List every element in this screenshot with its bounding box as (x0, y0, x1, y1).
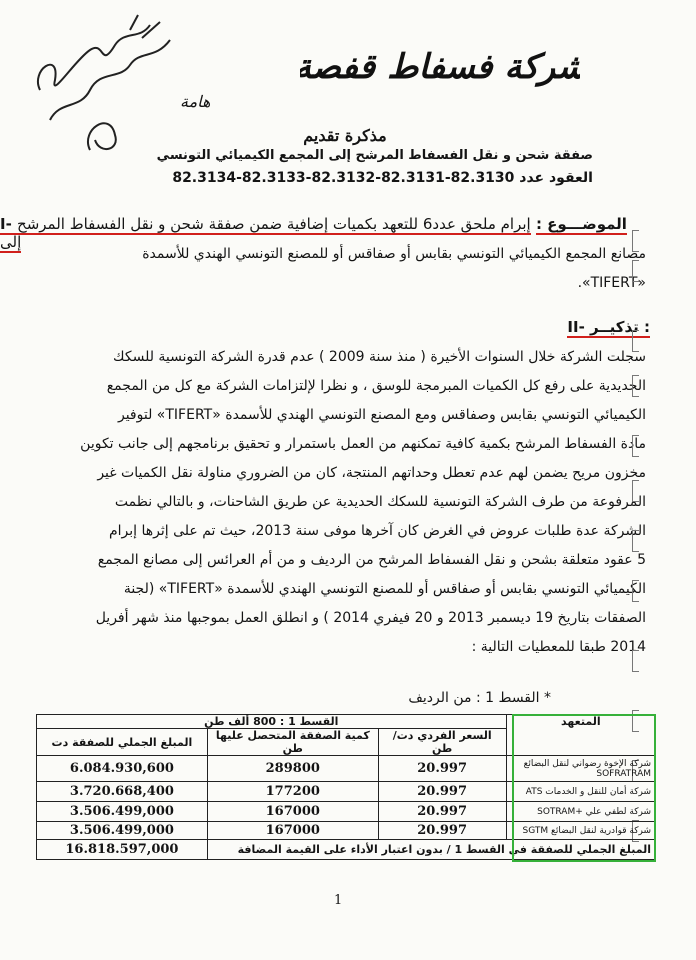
section-2-line: الحديدية على رفع كل الكميات المبرمجة للوسق ، و نظرا لإلتزامات الشركة مع كل من المجمع (106, 378, 646, 394)
section-2-line: الكيميائي التونسي بقابس وصفاقس ومع المصنع التونسي الهندي للأسمدة «TIFERT» لتوفير (117, 407, 646, 423)
contract-numbers: العقود عدد 82.3130-82.3131-82.3132-82.3133-82.3134 (172, 170, 593, 186)
row-contractor: شركة الإخوة رضواني لنقل البضائع SOFRATRAM (506, 756, 655, 782)
section-2-line: الصفقات بتاريخ 19 ديسمبر 2013 و 20 فيفري 2014 ) و انطلق العمل بموجبها منذ شهر أفريل (95, 610, 646, 626)
row-quantity: 177200 (207, 782, 378, 802)
col-total: المبلغ الجملي للصفقة دت (37, 729, 208, 756)
row-price: 20.997 (378, 782, 506, 802)
section-1-line-3: «TIFERT». (577, 275, 646, 291)
row-total: 3.506.499,000 (37, 822, 208, 840)
row-price: 20.997 (378, 802, 506, 822)
footer-label: المبلغ الجملي للصفقة في القسط 1 / بدون اعتبار الأداء على القيمة المضافة (207, 840, 655, 860)
svg-text:شركة فسفاط قفصة: شركة فسفاط قفصة (300, 47, 580, 87)
section-1-line-1: إبرام ملحق عدد6 للتعهد بكميات إضافية ضمن صفقة شحن و نقل الفسفاط المرشح إلى (0, 215, 531, 251)
handwritten-annotation (20, 10, 200, 160)
col-unit-price: السعر الفردي دت/طن (378, 729, 506, 756)
section-2-body (51, 343, 646, 662)
section-2-line: 2014 طبقا للمعطيات التالية : (471, 639, 646, 655)
table-row (37, 802, 656, 822)
section-2-line: سجلت الشركة خلال السنوات الأخيرة ( منذ سنة 2009 ) عدم قدرة الشركة التونسية للسكك (113, 349, 646, 365)
contracts-table (36, 714, 656, 860)
table-header-row (37, 715, 656, 729)
row-quantity: 289800 (207, 756, 378, 782)
section-2-label: II- تذكيــر : (567, 318, 650, 336)
row-quantity: 167000 (207, 802, 378, 822)
row-contractor: شركة أمان للنقل و الخدمات ATS (506, 782, 655, 802)
row-price: 20.997 (378, 756, 506, 782)
col-contractor: المتعهد (506, 715, 655, 756)
row-contractor: شركة لطفي علي +SOTRAM (506, 802, 655, 822)
table-row (37, 756, 656, 782)
section-2-line: مادة الفسفاط المرشح بكمية كافية تمكنهم من العمل باستمرار و تحقيق برنامجهم إلى جانب تكوين (80, 436, 646, 452)
row-price: 20.997 (378, 822, 506, 840)
row-total: 3.506.499,000 (37, 802, 208, 822)
footer-total: 16.818.597,000 (37, 840, 208, 860)
table-footer-row (37, 840, 656, 860)
row-total: 6.084.930,600 (37, 756, 208, 782)
col-quantity: كمية الصفقة المتحصل عليها طن (207, 729, 378, 756)
memo-subtitle: صفقة شحن و نقل الفسفاط المرشح إلى المجمع الكيميائي التونسي (156, 148, 593, 163)
row-quantity: 167000 (207, 822, 378, 840)
page-number: 1 (334, 893, 343, 908)
section-1-body (51, 240, 646, 298)
section-2-line: 5 عقود متعلقة بشحن و نقل الفسفاط المرشح من الرديف و من أم العرائس إلى مصانع المجمع (97, 552, 646, 568)
section-2-line: الشركة عدة طلبات عروض في الغرض كان آخرها موفى سنة 2013، حيث تم على إثرها إبرام (108, 523, 646, 539)
section-1-line-2: مصانع المجمع الكيميائي التونسي بقابس أو صفاقس أو للمصنع التونسي الهندي للأسمدة (142, 246, 646, 262)
table-row (37, 782, 656, 802)
handwritten-note: هامة (180, 92, 211, 111)
section-2-line: مخزون مريح يضمن لهم عدم تعطل وحداتهم المنتجة، كان من الضروري مناولة نقل الكميات غير (97, 465, 646, 481)
tranche-label: * القسط 1 : من الرديف (408, 690, 551, 706)
section-2-line: المرفوعة من طرف الشركة التونسية للسكك الحديدية عن طريق الشاحنات، و بالتالي نظمت (114, 494, 646, 510)
memo-title: مذكرة تقديم (303, 126, 387, 145)
section-2-line: الكيميائي التونسي بقابس أو صفاقس أو للمصنع التونسي الهندي للأسمدة «TIFERT» (لجنة (123, 581, 646, 597)
table-row (37, 822, 656, 840)
company-logo (300, 30, 580, 100)
row-total: 3.720.668,400 (37, 782, 208, 802)
row-contractor: شركة قوادرية لنقل البضائع SGTM (506, 822, 655, 840)
table-header-main: القسط 1 : 800 ألف طن (37, 715, 507, 729)
section-1-label: I- الموضـــوع : (0, 215, 627, 233)
